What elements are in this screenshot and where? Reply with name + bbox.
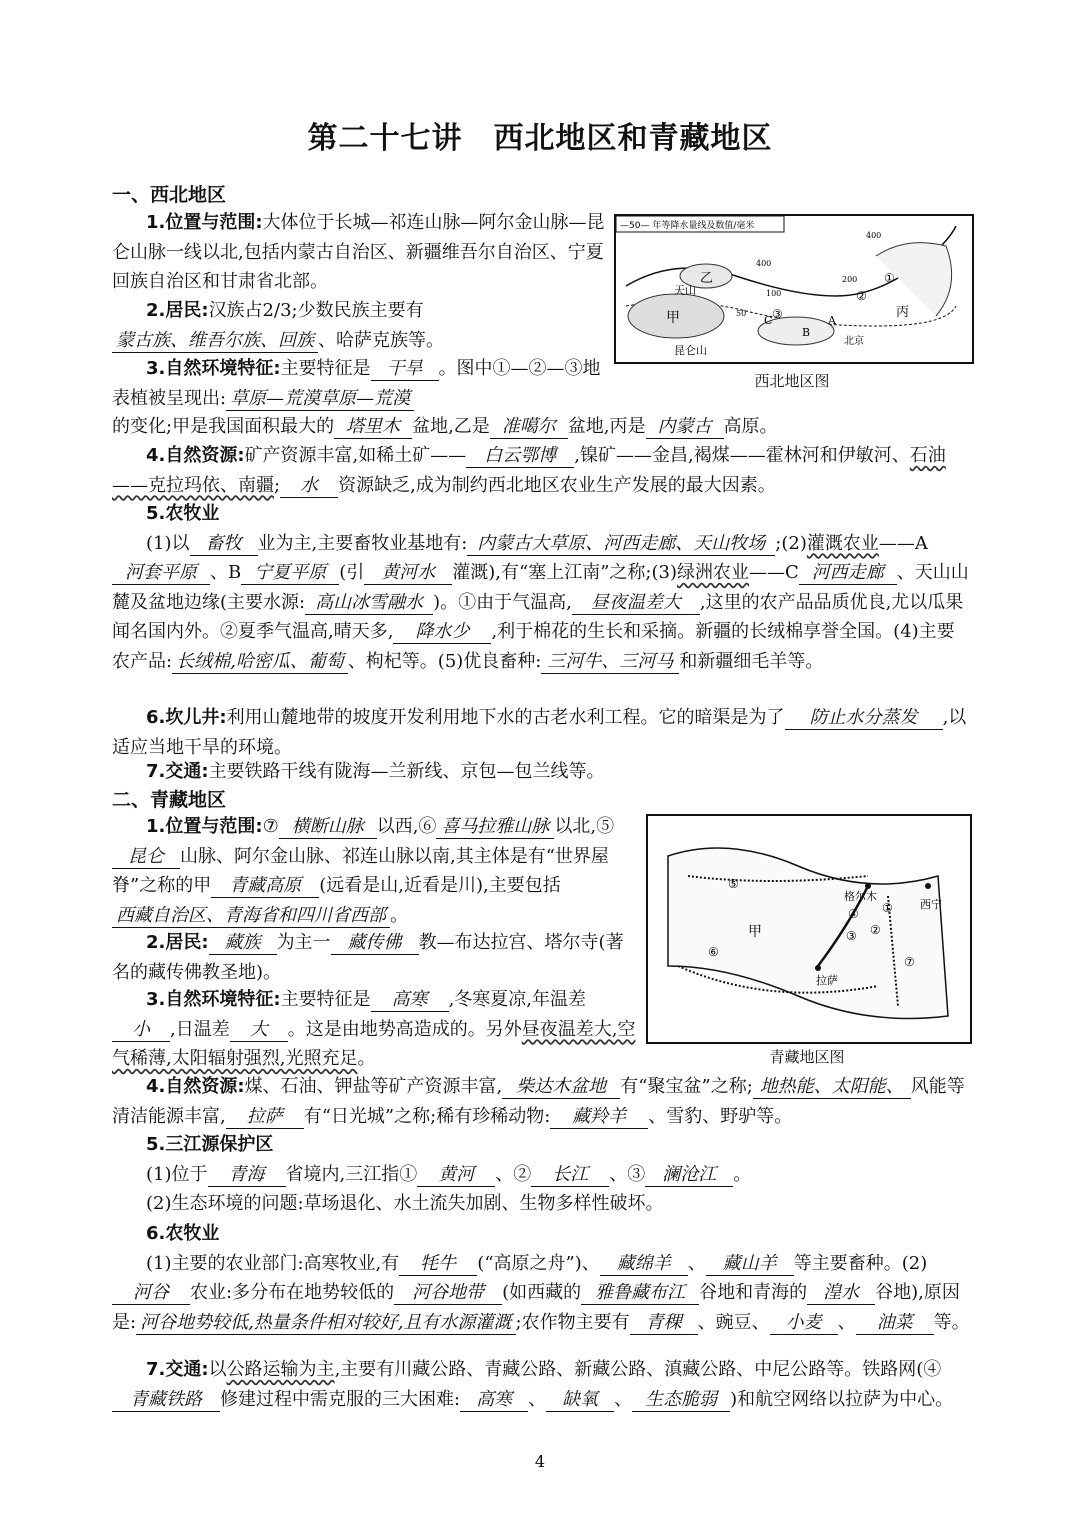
qz-p3-answer-2: 小 — [112, 1019, 170, 1042]
qz-p7-answer-2: 高寒 — [460, 1389, 528, 1412]
qz-p5-c: 、② — [495, 1163, 532, 1185]
qz-p7-e: 、 — [614, 1388, 633, 1410]
lhasa-dot — [815, 965, 821, 971]
nw-p5-i: 、天山山麓及盆地边缘(主要水源: — [112, 562, 969, 613]
qz-p6-h: 谷地),原因是: — [112, 1282, 960, 1333]
nw-p1-label: 1.位置与范围: — [146, 212, 263, 233]
map-label-c: C — [764, 314, 773, 327]
nw-p5-h: ——C — [748, 562, 799, 583]
qz-environment-paragraph — [112, 985, 640, 1074]
qz-p4-answer-3: 拉萨 — [226, 1106, 304, 1129]
qz-map-marker-1: ① — [882, 901, 893, 915]
nw-p5-irrigation: 灌溉农业 — [806, 532, 879, 554]
nw-p5-label: 5.农牧业 — [146, 503, 220, 524]
nw-p5-k: ,这里的农产品品质优良,尤以瓜果闻名国内外。②夏季气温高,晴天多, — [112, 591, 964, 642]
qz-p6-answer-2: 藏绵羊 — [600, 1253, 688, 1276]
qz-p3-wavy: 昼夜温差大,空气稀薄,太阳辐射强烈,光照充足 — [112, 1018, 636, 1069]
qz-p6-g: 谷地和青海的 — [699, 1282, 808, 1303]
qz-p6-l: 等。 — [933, 1311, 970, 1333]
qz-p6-label: 6.农牧业 — [146, 1223, 220, 1244]
qz-p6-answer-5: 河谷地带 — [394, 1282, 502, 1305]
nw-karez-paragraph — [112, 703, 972, 762]
qz-sanjiangyuan-paragraph — [112, 1130, 972, 1219]
nw-p4-oil: 石油——克拉玛依、南疆 — [112, 445, 946, 496]
nw-p3-answer-5: 内蒙古 — [646, 416, 724, 439]
nw-p6-answer: 防止水分蒸发 — [785, 707, 943, 730]
map-label-tianshan: 天山 — [674, 284, 696, 297]
map-isoline-200: 200 — [842, 275, 858, 284]
nw-p5-answer-9: 降水少 — [393, 621, 491, 644]
qz-p7-answer-3: 缺氧 — [546, 1389, 614, 1412]
qz-p4-label: 4.自然资源: — [146, 1076, 245, 1097]
qz-p5-label: 5.三江源保护区 — [146, 1134, 274, 1155]
nw-p4-a: 矿产资源丰富,如稀土矿—— — [244, 445, 467, 466]
nw-p2-text: 汉族占2/3;少数民族主要有 — [208, 300, 424, 321]
northwest-map-caption: 西北地区图 — [754, 372, 830, 390]
qz-p6-answer-3: 藏山羊 — [706, 1253, 794, 1276]
map-marker-3: ③ — [772, 307, 783, 321]
qz-map-marker-4: ④ — [848, 907, 859, 921]
qz-p1-answer-2: 喜马拉雅山脉 — [436, 816, 554, 839]
qz-map-marker-7: ⑦ — [904, 955, 915, 969]
nw-p3-f: 高原。 — [723, 416, 778, 437]
qz-p1-f: 。 — [390, 904, 408, 926]
qz-p6-answer-7: 湟水 — [807, 1282, 875, 1305]
qz-p3-answer-1: 高寒 — [371, 989, 449, 1012]
qz-p7-c: 修建过程中需克服的三大困难: — [220, 1388, 461, 1410]
nw-p3-e: 盆地,丙是 — [567, 416, 646, 437]
nw-p4-b: ,镍矿——金昌,褐煤——霍林河和伊敏河、 — [574, 445, 910, 466]
nw-transport-paragraph — [112, 757, 972, 787]
nw-p5-answer-7: 高山冰雪融水 — [305, 592, 433, 615]
qz-p4-answer-2: 地热能、太阳能、 — [753, 1076, 911, 1099]
nw-p5-answer-5: 黄河水 — [364, 562, 452, 585]
map-label-beijing: 北京 — [844, 336, 864, 347]
qz-residents-paragraph — [112, 928, 640, 987]
nw-p5-a: (1)以 — [146, 532, 190, 554]
qz-p4-d: 有“日光城”之称;稀有珍稀动物: — [303, 1105, 551, 1127]
qz-p7-wavy: 公路运输为主 — [226, 1359, 335, 1380]
qz-p4-answer-4: 藏羚羊 — [550, 1106, 648, 1129]
qz-p7-b: ,主要有川藏公路、青藏公路、新藏公路、滇藏公路、中尼公路等。铁路网(④ — [334, 1359, 942, 1380]
nw-environment-paragraph-a — [112, 354, 607, 413]
qz-p1-d: 山脉、阿尔金山脉、祁连山脉以南,其主体是有“世界屋脊”之称的甲 — [112, 845, 609, 896]
qz-p1-answer-1: 横断山脉 — [279, 816, 377, 839]
nw-p6-b: ,以适应当地干旱的环境。 — [112, 707, 967, 758]
qinghai-tibet-map — [646, 814, 972, 1044]
qz-p5-d: 、③ — [609, 1163, 646, 1185]
qz-p3-label: 3.自然环境特征: — [146, 989, 281, 1010]
nw-p5-answer-4: 宁夏平原 — [241, 562, 339, 585]
qz-p6-answer-10: 小麦 — [770, 1312, 838, 1335]
qz-p6-f: (如西藏的 — [502, 1282, 582, 1303]
nw-p5-f: (引 — [339, 562, 365, 583]
nw-p7-text: 主要铁路干线有陇海—兰新线、京包—包兰线等。 — [208, 761, 605, 782]
qz-p4-answer-1: 柴达木盆地 — [502, 1076, 620, 1099]
qz-p3-a: 主要特征是 — [280, 989, 371, 1010]
nw-p4-c: ; — [274, 474, 281, 496]
qz-map-label-jia: 甲 — [748, 924, 762, 940]
qz-p3-e: 。 — [357, 1048, 376, 1069]
nw-p6-label: 6.坎儿井: — [146, 707, 227, 728]
nw-p5-answer-3: 河套平原 — [112, 562, 210, 585]
qz-p5-answer-1: 青海 — [208, 1164, 286, 1187]
qz-p6-answer-8: 河谷地势较低,热量条件相对较好,且有水源灌溉 — [136, 1312, 515, 1335]
map-isoline-50: 50 — [736, 309, 747, 318]
nw-p4-label: 4.自然资源: — [146, 445, 245, 466]
qz-map-label-golmud: 格尔木 — [844, 890, 877, 903]
qz-map-label-xining: 西宁 — [920, 898, 942, 911]
qz-position-paragraph — [112, 812, 640, 930]
qz-transport-paragraph — [112, 1355, 972, 1414]
qz-p5-answer-2: 黄河 — [417, 1164, 495, 1187]
nw-p2-end: 、哈萨克族等。 — [318, 329, 444, 351]
qz-p1-answer-4: 青藏高原 — [211, 875, 319, 898]
qz-p6-e: 农业:多分布在地势较低的 — [190, 1282, 395, 1303]
nw-p5-oasis: 绿洲农业 — [676, 562, 749, 583]
qz-p6-d: 等主要畜种。(2) — [793, 1252, 928, 1274]
qz-p2-answer-1: 藏族 — [209, 932, 277, 955]
nw-p3-label: 3.自然环境特征: — [146, 358, 281, 379]
nw-p5-n: 和新疆细毛羊等。 — [679, 650, 824, 672]
map-marker-1: ① — [884, 271, 895, 285]
map-label-a: A — [828, 314, 836, 327]
qz-p5-answer-4: 澜沧江 — [645, 1164, 733, 1187]
qz-p2-answer-2: 藏传佛 — [331, 932, 419, 955]
nw-p3-a: 主要特征是 — [280, 358, 371, 379]
nw-p5-c: ;(2) — [775, 532, 807, 554]
nw-p3-answer-1: 干旱 — [371, 358, 439, 381]
nw-p5-answer-11: 三河牛、三河马 — [541, 651, 679, 674]
qz-p4-a: 煤、石油、钾盐等矿产资源丰富, — [244, 1076, 503, 1097]
nw-p5-j: )。①由于气温高, — [433, 591, 572, 613]
qz-p6-answer-4: 河谷 — [112, 1282, 190, 1305]
qz-p1-b: 以西,⑥ — [376, 816, 437, 837]
map-label-bing: 丙 — [896, 305, 910, 320]
map-label-jia: 甲 — [666, 310, 680, 326]
page-title: 第二十七讲 西北地区和青藏地区 — [307, 121, 773, 156]
nw-residents-paragraph — [112, 296, 607, 355]
qz-p7-d: 、 — [528, 1388, 547, 1410]
nw-p5-g: 灌溉),有“塞上江南”之称;(3) — [452, 562, 677, 583]
qz-p6-answer-11: 油菜 — [856, 1312, 934, 1335]
qz-p1-a: ⑦ — [262, 816, 279, 837]
map-isoline-100: 100 — [766, 289, 782, 298]
nw-p5-answer-2: 内蒙古大草原、河西走廊、天山牧场 — [467, 533, 775, 556]
nw-environment-paragraph-b — [112, 412, 972, 442]
qz-p6-c: 、 — [687, 1252, 706, 1274]
qz-p5-answer-3: 长江 — [531, 1164, 609, 1187]
nw-p1-text: 大体位于长城—祁连山脉—阿尔金山脉—昆仑山脉一线以北,包括内蒙古自治区、新疆维吾尔自治区、宁夏回族自治区和甘肃省北部。 — [112, 212, 605, 292]
page-number: 4 — [534, 1452, 546, 1471]
qz-p4-c: 风能等清洁能源丰富, — [112, 1076, 965, 1127]
nw-p2-label: 2.居民: — [146, 300, 209, 321]
qz-p7-a: 以 — [208, 1359, 227, 1380]
qz-map-marker-5: ⑤ — [728, 877, 739, 891]
qz-p5-e: 。 — [733, 1163, 752, 1185]
nw-p3-answer-3: 塔里木 — [334, 416, 412, 439]
nw-p5-m: 、枸杞等。(5)优良畜种: — [347, 650, 542, 672]
qz-p2-label: 2.居民: — [146, 932, 209, 953]
qinghai-tibet-map-svg — [648, 816, 970, 1042]
qz-map-marker-6: ⑥ — [708, 945, 719, 959]
qz-p6-i: ;农作物主要有 — [515, 1311, 630, 1333]
qz-p7-answer-4: 生态脆弱 — [632, 1389, 730, 1412]
qz-resources-paragraph — [112, 1072, 972, 1131]
section-heading-qinghai-tibet: 二、青藏地区 — [112, 789, 227, 811]
map-label-b: B — [802, 326, 811, 339]
nw-resources-paragraph — [112, 441, 972, 500]
qz-p6-b: (“高原之舟”)、 — [477, 1252, 600, 1274]
qz-map-label-lhasa: 拉萨 — [816, 974, 838, 987]
nw-p7-label: 7.交通: — [146, 761, 209, 782]
nw-p5-e: 、B — [210, 562, 242, 583]
qinghai-tibet-map-caption: 青藏地区图 — [769, 1048, 845, 1066]
nw-position-paragraph — [112, 208, 607, 297]
qz-p1-answer-5: 西藏自治区、青海省和四川省西部 — [112, 905, 390, 928]
qz-p1-c: 以北,⑤ — [554, 816, 615, 837]
qz-p6-a: (1)主要的农业部门:高寒牧业,有 — [146, 1252, 400, 1274]
map-legend: —50— 年等降水量线及数值/毫米 — [620, 221, 755, 231]
qz-p3-d: 。这是由地势高造成的。另外 — [287, 1018, 522, 1040]
nw-p4-d: 资源缺乏,成为制约西北地区农业生产发展的最大因素。 — [338, 474, 776, 496]
nw-p4-answer-1: 白云鄂博 — [466, 445, 574, 468]
nw-p5-answer-6: 河西走廊 — [799, 562, 897, 585]
qz-p7-answer-1: 青藏铁路 — [112, 1389, 220, 1412]
nw-p3-b: 。图中①—②—③地表植被呈现出: — [112, 358, 601, 409]
northwest-map-svg — [616, 216, 972, 362]
map-marker-2: ② — [856, 289, 867, 303]
nw-p5-answer-10: 长绒棉,哈密瓜、葡萄 — [172, 651, 348, 674]
qz-p4-e: 、雪豹、野驴等。 — [648, 1105, 793, 1127]
golmud-dot — [865, 883, 871, 889]
map-label-kunlun: 昆仑山 — [674, 344, 707, 357]
map-label-yi: 乙 — [700, 271, 714, 286]
qz-p2-a: 为主一 — [276, 932, 331, 953]
nw-p3-answer-2: 草原—荒漠草原—荒漠 — [226, 388, 414, 411]
qz-p7-label: 7.交通: — [146, 1359, 209, 1380]
qz-map-marker-2: ② — [870, 923, 881, 937]
qz-p5-a: (1)位于 — [146, 1163, 208, 1185]
xining-dot — [925, 883, 931, 889]
qz-p3-answer-3: 大 — [230, 1019, 288, 1042]
qz-p7-f: )和航空网络以拉萨为中心。 — [730, 1388, 954, 1410]
qz-p1-answer-3: 昆仑 — [112, 846, 180, 869]
nw-p3-c: 的变化;甲是我国面积最大的 — [112, 416, 335, 437]
section-heading-northwest: 一、西北地区 — [112, 184, 227, 206]
nw-p5-answer-8: 昼夜温差大 — [572, 592, 700, 615]
northwest-map — [614, 214, 974, 364]
qz-map-marker-3: ③ — [846, 929, 857, 943]
nw-p4-answer-2: 水 — [280, 475, 338, 498]
map-isoline-400a: 400 — [866, 231, 882, 240]
qz-p6-answer-6: 雅鲁藏布江 — [581, 1282, 699, 1305]
qz-p2-b: 教—布达拉宫、塔尔寺(著名的藏传佛教圣地)。 — [112, 932, 624, 983]
nw-p5-b: 业为主,主要畜牧业基地有: — [257, 532, 468, 554]
nw-p6-a: 利用山麓地带的坡度开发利用地下水的古老水利工程。它的暗渠是为了 — [226, 707, 785, 728]
qz-p6-answer-9: 青稞 — [630, 1312, 698, 1335]
nw-p5-answer-1: 畜牧 — [190, 533, 258, 556]
map-isoline-400b: 400 — [756, 259, 772, 268]
nw-agri-paragraph — [112, 499, 972, 676]
qz-p3-b: ,冬寒夏凉,年温差 — [448, 989, 587, 1010]
qz-p5-b: 省境内,三江指① — [285, 1163, 418, 1185]
qz-p6-k: 、 — [837, 1311, 856, 1333]
qz-p5-f: (2)生态环境的问题:草场退化、水土流失加剧、生物多样性破坏。 — [146, 1193, 664, 1214]
nw-p2-answer: 蒙古族、维吾尔族、回族 — [112, 330, 318, 353]
nw-p3-d: 盆地,乙是 — [412, 416, 490, 437]
qz-p3-c: ,日温差 — [170, 1018, 230, 1040]
nw-p5-l: ,利于棉花的生长和采摘。新疆的长绒棉享誉全国。(4)主要农产品: — [112, 621, 955, 672]
qz-p6-j: 、豌豆、 — [697, 1311, 770, 1333]
qz-p1-label: 1.位置与范围: — [146, 816, 263, 837]
qz-p4-b: 有“聚宝盆”之称; — [620, 1076, 753, 1097]
qz-p1-e: (远看是山,近看是川),主要包括 — [319, 875, 561, 896]
qz-agri-paragraph — [112, 1219, 972, 1337]
qz-p6-answer-1: 牦牛 — [399, 1253, 477, 1276]
nw-p3-answer-4: 准噶尔 — [490, 416, 568, 439]
nw-p5-d: ——A — [878, 532, 928, 554]
